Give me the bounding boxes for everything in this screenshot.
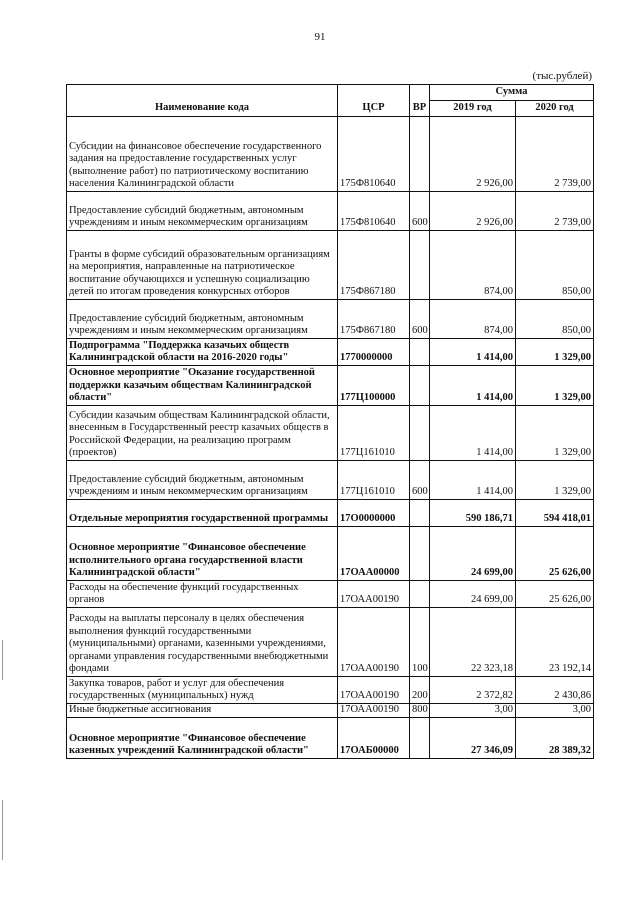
header-name: Наименование кода: [67, 85, 338, 117]
table-row: [67, 608, 594, 677]
row-2019: 22 323,18: [430, 608, 516, 677]
row-name: Субсидии казачьим обществам Калининградской области, внесенным в Государственный реестр казачьих обществ в Российской Федерации, на реализацию программ (проектов): [67, 406, 338, 461]
row-2020: 23 192,14: [516, 608, 594, 677]
row-csr: 177Ц161010: [338, 406, 410, 461]
row-vr: [410, 366, 430, 406]
row-2020: 1 329,00: [516, 366, 594, 406]
table-row: [67, 500, 594, 527]
table-row: [67, 117, 594, 192]
row-name: Отдельные мероприятия государственной программы: [67, 500, 338, 527]
scan-margin-mark: [2, 640, 3, 680]
row-name: Подпрограмма "Поддержка казачьих обществ Калининградской области на 2016-2020 годы": [67, 339, 338, 366]
row-2020: 28 389,32: [516, 718, 594, 759]
row-vr: 600: [410, 461, 430, 500]
row-csr: 177Ц100000: [338, 366, 410, 406]
row-2019: 874,00: [430, 231, 516, 300]
row-2020: 3,00: [516, 704, 594, 718]
table-row: [67, 718, 594, 759]
row-2019: 27 346,09: [430, 718, 516, 759]
row-vr: 600: [410, 300, 430, 339]
row-2020: 1 329,00: [516, 461, 594, 500]
row-vr: [410, 117, 430, 192]
units-label: (тыс.рублей): [532, 70, 592, 82]
row-vr: 800: [410, 704, 430, 718]
budget-table: [66, 84, 594, 759]
page-number: 91: [314, 31, 326, 43]
row-2020: 2 430,86: [516, 677, 594, 704]
row-csr: 17ОАА00190: [338, 581, 410, 608]
row-2020: 594 418,01: [516, 500, 594, 527]
row-2019: 1 414,00: [430, 406, 516, 461]
row-vr: [410, 406, 430, 461]
table-row: [67, 300, 594, 339]
row-name: Основное мероприятие "Финансовое обеспечение казенных учреждений Калининградской области": [67, 718, 338, 759]
row-csr: 175Ф810640: [338, 117, 410, 192]
row-csr: 17ОАА00190: [338, 677, 410, 704]
row-2019: 1 414,00: [430, 366, 516, 406]
row-2019: 874,00: [430, 300, 516, 339]
row-csr: 17О0000000: [338, 500, 410, 527]
row-name: Предоставление субсидий бюджетным, автономным учреждениям и иным некоммерческим организациям: [67, 461, 338, 500]
row-csr: 17ОАБ00000: [338, 718, 410, 759]
table-row: [67, 704, 594, 718]
table-row: [67, 339, 594, 366]
row-name: Расходы на обеспечение функций государственных органов: [67, 581, 338, 608]
header-year-2019: 2019 год: [430, 101, 516, 117]
row-vr: [410, 581, 430, 608]
row-name: Предоставление субсидий бюджетным, автономным учреждениям и иным некоммерческим организациям: [67, 192, 338, 231]
row-2020: 2 739,00: [516, 117, 594, 192]
row-2020: 850,00: [516, 231, 594, 300]
row-2020: 25 626,00: [516, 581, 594, 608]
row-2019: 2 926,00: [430, 117, 516, 192]
row-2019: 2 926,00: [430, 192, 516, 231]
row-vr: [410, 718, 430, 759]
header-sum: Сумма: [430, 85, 594, 101]
row-vr: 100: [410, 608, 430, 677]
row-vr: [410, 231, 430, 300]
header-vr: ВР: [410, 85, 430, 117]
row-2020: 1 329,00: [516, 339, 594, 366]
row-name: Расходы на выплаты персоналу в целях обеспечения выполнения функций государственными (муниципальными) органами, казенными учреждениями, органами управления государственными внебюджетными фондами: [67, 608, 338, 677]
row-2019: 3,00: [430, 704, 516, 718]
row-vr: [410, 339, 430, 366]
row-2020: 25 626,00: [516, 527, 594, 581]
header-year-2020: 2020 год: [516, 101, 594, 117]
row-csr: 1770000000: [338, 339, 410, 366]
table-row: [67, 581, 594, 608]
row-2019: 1 414,00: [430, 461, 516, 500]
table-row: [67, 677, 594, 704]
row-name: Закупка товаров, работ и услуг для обеспечения государственных (муниципальных) нужд: [67, 677, 338, 704]
row-name: Основное мероприятие "Финансовое обеспечение исполнительного органа государственной власти Калининградской области": [67, 527, 338, 581]
row-2020: 850,00: [516, 300, 594, 339]
table-row: [67, 461, 594, 500]
row-name: Иные бюджетные ассигнования: [67, 704, 338, 718]
row-2019: 590 186,71: [430, 500, 516, 527]
row-vr: 200: [410, 677, 430, 704]
table-row: [67, 192, 594, 231]
row-vr: [410, 527, 430, 581]
row-csr: 175Ф867180: [338, 300, 410, 339]
row-2019: 1 414,00: [430, 339, 516, 366]
scan-margin-mark: [2, 800, 3, 860]
row-name: Основное мероприятие "Оказание государственной поддержки казачьим обществам Калининградской области": [67, 366, 338, 406]
table-row: [67, 231, 594, 300]
row-csr: 175Ф867180: [338, 231, 410, 300]
row-csr: 17ОАА00190: [338, 704, 410, 718]
row-vr: 600: [410, 192, 430, 231]
table-row: [67, 406, 594, 461]
row-2019: 24 699,00: [430, 527, 516, 581]
row-name: Субсидии на финансовое обеспечение государственного задания на предоставление государственных услуг (выполнение работ) по патриотическому воспитанию населения Калининградской области: [67, 117, 338, 192]
row-2019: 24 699,00: [430, 581, 516, 608]
row-vr: [410, 500, 430, 527]
row-csr: 175Ф810640: [338, 192, 410, 231]
row-name: Гранты в форме субсидий образовательным организациям на мероприятия, направленные на патриотическое воспитание обучающихся и успешную социализацию детей по итогам проведения конкурсных отборов: [67, 231, 338, 300]
row-2020: 2 739,00: [516, 192, 594, 231]
row-csr: 17ОАА00190: [338, 608, 410, 677]
row-2020: 1 329,00: [516, 406, 594, 461]
row-name: Предоставление субсидий бюджетным, автономным учреждениям и иным некоммерческим организациям: [67, 300, 338, 339]
header-csr: ЦСР: [338, 85, 410, 117]
table-row: [67, 527, 594, 581]
row-2019: 2 372,82: [430, 677, 516, 704]
row-csr: 177Ц161010: [338, 461, 410, 500]
row-csr: 17ОАА00000: [338, 527, 410, 581]
table-row: [67, 366, 594, 406]
